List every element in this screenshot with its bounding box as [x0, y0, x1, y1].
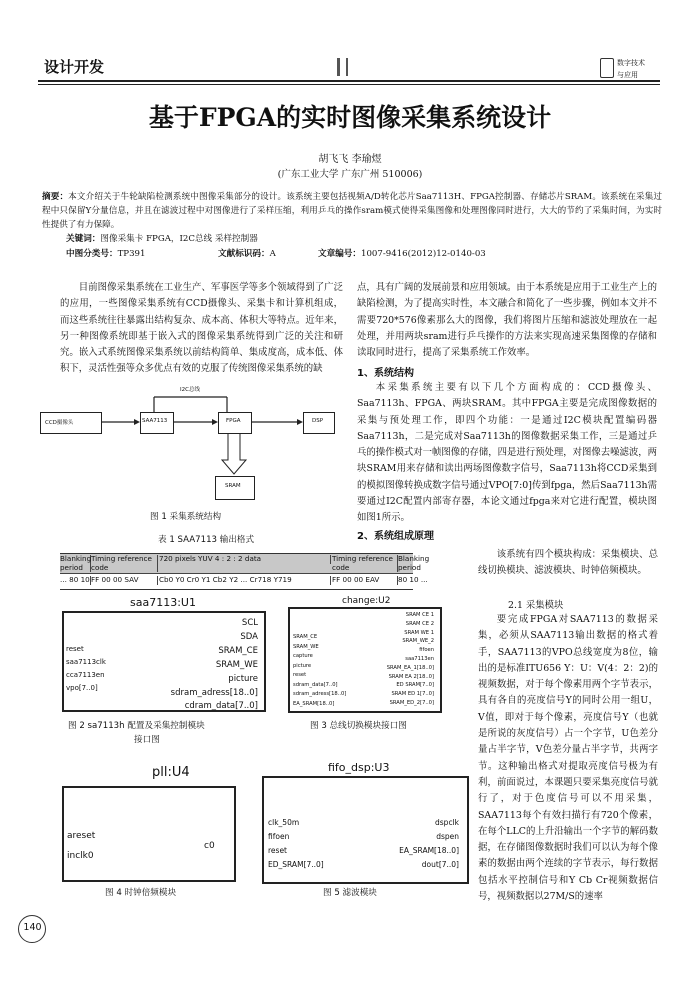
fig5-port-left: reset	[268, 846, 287, 855]
fpga-label: FPGA	[226, 418, 241, 424]
figure-3-title: change:U2	[342, 596, 391, 606]
figure-2-title: saa7113:U1	[130, 596, 196, 609]
fig2-port-right: SCL	[241, 618, 258, 628]
figure-4-caption: 图 4 时钟倍频模块	[105, 888, 177, 898]
fig5-port-left: fifoen	[268, 832, 290, 841]
table-1-cell: FF 00 00 EAV	[332, 576, 398, 585]
fig2-port-right: SRAM_CE	[218, 646, 258, 656]
journal-name-line1: 数字技术	[617, 59, 645, 67]
fig3-port-right: SRAM CE 2	[405, 620, 434, 627]
section-2-1-text: 要完成FPGA对SAA7113的数据采集，必须从SAA7113输出数据的格式着手，SAA7113的VPO总线宽度为8位，输出的是标准ITU656 Y：U：V(4：2：2)的视频数据，对于每个像素用两个字节表示，具有各自的亮度信号Y的同时公用一组U，V值，即对于每个像素，亮度信号Y（也就是所说的灰度信号）占一个字节，U色差分量占半字节，V色差分量占半字节，共两字节。这种输出格式对提取亮度信号极为有利，前面说过，本课题只要采集亮度信号就行了，对于色度信号可以不用采集，SAA7113每个有效扫描行有720个像素，在每个LLC的上升沿输出一个字节的解码数据，在存储图像数据时我们可以认为每个像素的数据由两个连续的字节表示，每行数据包括水平控制信号和Y Cb Cr视频数据信号，视频数据以27M/S的速率	[478, 614, 658, 903]
table-1-header: Timing reference code	[332, 555, 398, 572]
page-number: 140	[23, 922, 42, 933]
doc-code-line	[218, 247, 276, 259]
fig5-port-left: clk_50m	[268, 818, 300, 827]
keywords-label: 关键词：	[66, 234, 101, 244]
dsp-label: DSP	[312, 418, 324, 424]
clc-label: 中图分类号：	[66, 249, 118, 259]
figure-1-caption: 图 1 采集系统结构	[150, 512, 222, 522]
fig4-port-left: inclk0	[67, 851, 94, 861]
abstract	[42, 190, 662, 232]
section-1-heading: 1、系统结构	[357, 368, 414, 379]
ccd-camera-label: CCD摄像头	[45, 420, 74, 426]
fig3-port-left: reset	[293, 672, 307, 678]
fig5-port-right: dout[7..0]	[421, 860, 459, 869]
table-1-cell: 80 10 ...	[398, 575, 428, 584]
article-no-line	[318, 247, 486, 259]
fig3-port-left: EA_SRAM[18..0]	[293, 700, 335, 707]
fig3-port-left: capture	[293, 653, 313, 659]
fig3-port-left: SRAM_CE	[293, 634, 318, 640]
journal-name-line2: 与应用	[617, 71, 638, 79]
doc-code: A	[269, 249, 276, 259]
fig2-port-right: cdram_data[7..0]	[184, 701, 258, 711]
authors: 胡飞飞 李瑜煜	[318, 154, 382, 165]
journal-logo-icon	[600, 58, 614, 78]
section-2-intro: 该系统有四个模块构成：采集模块、总线切换模块、滤波模块、时钟倍频模块。	[478, 549, 658, 577]
page-title: 基于FPGA的实时图像采集系统设计	[148, 103, 552, 132]
fig3-port-left: sdram_data[7..0]	[293, 681, 338, 688]
section-2-1-title: 2.1 采集模块	[508, 600, 564, 611]
i2c-bus-label: I2C总线	[180, 387, 200, 393]
table-1-header: Timing reference code	[91, 555, 158, 572]
table-1-cell: Cb0 Y0 Cr0 Y1 Cb2 Y2 ... Cr718 Y719	[159, 576, 331, 585]
section-2-heading: 2、系统组成原理	[357, 531, 434, 542]
fig3-port-right: SRAM ED 1[7..0]	[391, 691, 434, 698]
table-1-header: Blanking period	[60, 554, 92, 572]
figure-3-caption: 图 3 总线切换模块接口图	[310, 721, 407, 731]
article-no: 1007-9416(2012)12-0140-03	[360, 249, 486, 259]
fig2-port-right: SRAM_WE	[215, 660, 258, 670]
fig2-port-right: picture	[228, 674, 258, 684]
figure-2-caption-line2: 接口图	[134, 735, 160, 745]
fig3-port-right: SRAM_ED_2[7..0]	[389, 700, 434, 706]
fig4-port-left: areset	[67, 831, 96, 841]
table-1-caption: 表 1 SAA7113 输出格式	[158, 535, 255, 545]
fig2-port-right: sdram_adress[18..0]	[170, 688, 258, 698]
table-1-cell: FF 00 00 SAV	[91, 576, 158, 585]
saa7113-label: SAA7113	[142, 418, 168, 424]
figure-4-title: pll:U4	[152, 765, 190, 780]
header-rule-thin	[38, 84, 660, 85]
intro-paragraph-left: 目前图像采集系统在工业生产、军事医学等多个领域得到了广泛的应用，一些图像采集系统有CCD摄像头、采集卡和计算机组成，而这些系统往往暴露出结构复杂、成本高、体积大等特点。近年来，另一种图像系统即基于嵌入式的图像采集系统得到广泛的关注和研究。嵌入式系统图像采集系统以前结构简单、集成度高，成本低、体积下，灵活性强等众多优点有效的克服了传统图像采集系统的缺	[60, 282, 343, 375]
table-1	[60, 553, 430, 590]
fig5-port-right: EA_SRAM[18..0]	[399, 846, 459, 855]
fig4-port-right: c0	[204, 841, 215, 851]
affiliation: (广东工业大学 广东广州 510006)	[277, 169, 423, 180]
fig2-port-left: saa7113clk	[66, 658, 106, 666]
doc-code-label: 文献标识码：	[218, 249, 270, 259]
header-rule	[38, 80, 660, 82]
table-1-cell: ... 80 10	[60, 575, 90, 584]
fig2-port-left: cca7113en	[66, 671, 105, 679]
fig3-port-left: picture	[293, 662, 312, 669]
fig2-port-right: SDA	[240, 632, 258, 642]
header-bar-mark	[346, 58, 348, 76]
fig3-port-right: SRAM EA 2[18..0]	[388, 673, 434, 680]
fig5-port-left: ED_SRAM[7..0]	[268, 860, 324, 869]
table-1-row-rule	[60, 573, 413, 574]
table-1-header: Blanking period	[398, 554, 430, 572]
fig3-port-right: fifoen	[419, 647, 434, 654]
fig2-port-left: reset	[66, 645, 84, 653]
section-label: 设计开发	[44, 58, 105, 76]
section-1-text: 本采集系统主要有以下几个方面构成的：CCD摄像头、Saa7113h、FPGA、两块SRAM。其中FPGA主要是完成图像数据的采集与预处理工作，即四个功能：一是通过I2C模块配置编码器Saa7113h，二是完成对Saa7113h的图像数据采集工作，三是通过乒乓的操作模式对一帧图像的存储，四是进行预处理，对图像去噪滤波，两块SRAM用来存储和读出两场图像数字信号，Saa7113h将CCD采集到的模拟图像转换成数字信号通过VPO[7:0]传到fpga，然后Saa7113h需要通过I2C配置内部寄存器，本论文通过fpga来对它进行配置，模块图如图1所示。	[357, 382, 658, 524]
fig3-port-right: ED SRAM[7..0]	[396, 682, 434, 689]
abstract-label: 摘要：	[42, 192, 69, 202]
fig3-port-right: SRAM CE 1	[405, 612, 434, 618]
figure-2-caption-line1: 图 2 sa7113h 配置及采集控制模块	[68, 721, 205, 731]
figure-5-title: fifo_dsp:U3	[328, 761, 390, 774]
fig3-port-right: SRAM WE 1	[404, 629, 434, 636]
fig5-port-right: dspclk	[435, 818, 459, 827]
figure-5-caption: 图 5 滤波模块	[323, 888, 377, 898]
abstract-text: 本文介绍关于牛轮缺陷检测系统中图像采集部分的设计。该系统主要包括视频A/D转化芯片Saa7113H、FPGA控制器、存储芯片SRAM。该系统在采集过程中只保留Y分量信息，并且在滤波过程中对图像进行了采样压缩，利用乒乓的操作sram模式使得采集图像和处理图像同时进行，大大的节约了采集时间，为实时性提供了有力保障。	[42, 192, 662, 230]
sram-label: SRAM	[225, 483, 241, 489]
table-1-header: 720 pixels YUV 4 : 2 : 2 data	[159, 555, 331, 564]
fig3-port-right: saa7113en	[405, 656, 434, 662]
fig3-port-left: SRAM_WE	[293, 643, 319, 650]
keywords: 图像采集卡 FPGA，I2C总线 采样控制器	[100, 234, 258, 244]
header-bar-mark	[337, 58, 340, 76]
fig5-port-right: dspen	[436, 832, 459, 841]
figure-1-diagram	[40, 384, 360, 514]
article-no-label: 文章编号：	[318, 249, 361, 259]
fig2-port-left: vpo[7..0]	[66, 684, 98, 692]
figure-1	[40, 384, 360, 514]
fig3-port-right: SRAM_EA_1[18..0]	[386, 664, 434, 671]
clc: TP391	[117, 249, 146, 259]
intro-paragraph-right: 点，具有广阔的发展前景和应用领域。由于本系统是应用于工业生产上的缺陷检测，为了提高实时性，本文融合和简化了一些步骤，例如本文并不需要720*576像素那么大的图像，我们将图片压缩和滤波处理放在一起处理，并用两块sram进行乒乓操作的方法来实现高速采集图像的存储和读取同时进行，提高了采集系统工作效率。	[357, 282, 658, 359]
fig3-port-left: sdram_adress[18..0]	[293, 691, 347, 697]
fig3-port-right: SRAM_WE_2	[402, 638, 434, 645]
classification-line	[66, 247, 146, 259]
keywords-line	[66, 232, 258, 244]
